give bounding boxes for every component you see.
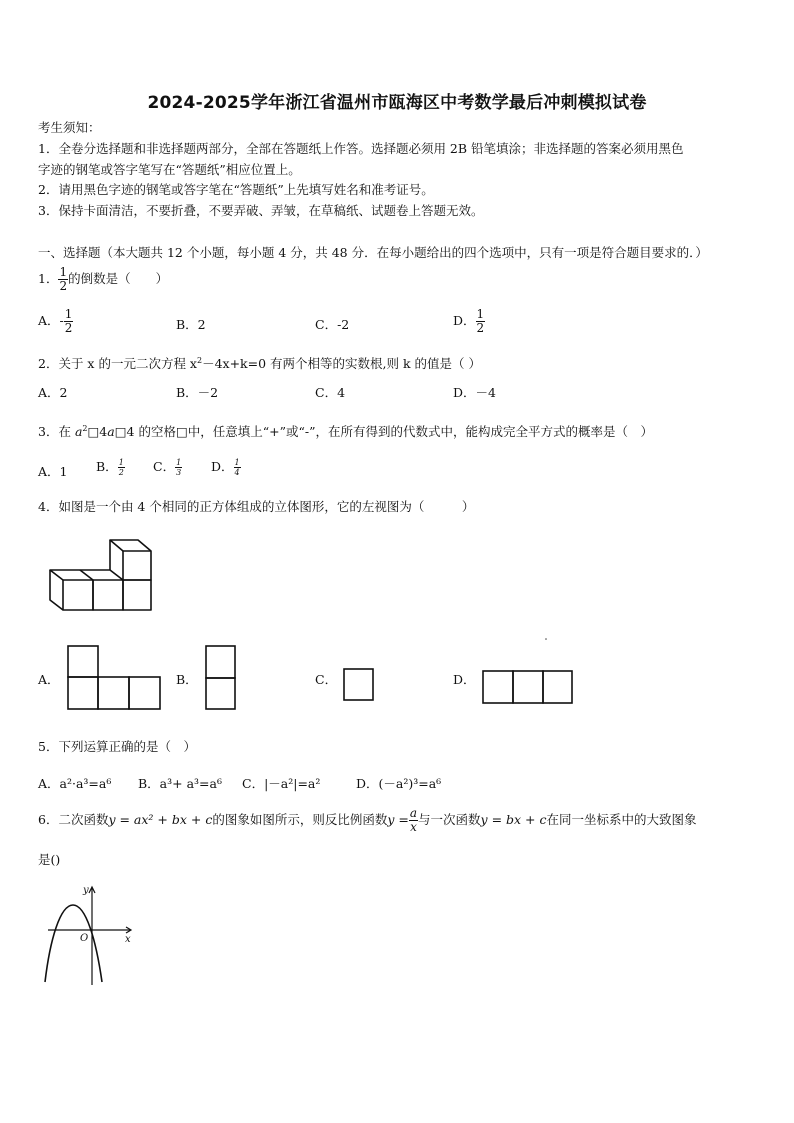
- q6-formula-quadratic: y = ax² + bx + c: [108, 812, 213, 827]
- q2-option-c: C．4: [315, 385, 346, 400]
- q4-option-a: A．: [38, 672, 60, 687]
- q6-pre: 6．二次函数: [38, 812, 109, 827]
- q4-option-b: B．: [176, 672, 198, 687]
- q2-text-pre: 2．关于 x 的一元二次方程 x: [38, 356, 197, 372]
- q3-option-c-label: C．: [153, 459, 176, 474]
- graph-x-label: x: [125, 934, 131, 945]
- q3-expr-sup: 2: [82, 424, 88, 433]
- question-5: 5．下列运算正确的是（ ）: [38, 739, 196, 754]
- q2-option-d: D．－4: [453, 385, 496, 400]
- q3-expr-a: a: [74, 424, 83, 440]
- q1-frac-den: 2: [59, 279, 68, 293]
- q3-option-b-label: B．: [96, 459, 118, 474]
- q3-expr-a2: a: [107, 424, 115, 440]
- q6-mid1: 的图象如图所示，则反比例函数: [212, 812, 388, 827]
- q6-frac-num: a: [409, 806, 418, 820]
- q1-suffix: 的倒数是（ ）: [68, 271, 169, 286]
- q2-text-sup: 2: [196, 356, 203, 365]
- q4-option-d: D．: [453, 672, 476, 687]
- q3-option-c-num: 1: [176, 458, 182, 467]
- q3-option-b-num: 1: [118, 458, 124, 467]
- page-title: 2024-2025学年浙江省温州市瓯海区中考数学最后冲刺模拟试卷: [147, 93, 647, 113]
- q5-option-d: D．(－a²)³=a⁶: [356, 776, 442, 791]
- q3-expr-end: □4 的空格□中，任意填上“+”或“-”，在所有得到的代数式中，能构成完全平方式的概率是（ ）: [114, 424, 654, 440]
- q1-prefix: 1．: [38, 271, 59, 286]
- q6-formula-y: y =: [387, 812, 409, 827]
- q1-option-a-num: 1: [64, 307, 73, 321]
- q4-option-c: C．: [315, 672, 338, 687]
- q1-option-b: B．2: [176, 317, 206, 332]
- q5-option-b: B．a³+ a³=a⁶: [138, 776, 222, 791]
- graph-parabola: [45, 905, 102, 982]
- q6-mid2: 与一次函数: [418, 812, 481, 827]
- q1-option-d-label: D．: [453, 313, 476, 328]
- q3-option-d-num: 1: [234, 458, 240, 467]
- notice-item-3: 3．保持卡面清洁，不要折叠，不要弄破、弄皱，在草稿纸、试题卷上答题无效。: [38, 203, 484, 218]
- q3-option-d-den: 4: [234, 468, 240, 477]
- q2-option-a: A．2: [38, 385, 68, 400]
- q2-option-b: B．－2: [176, 385, 219, 400]
- graph-origin-label: O: [80, 933, 89, 944]
- graph-y-label: y: [83, 885, 89, 896]
- q6-formula-linear: y = bx + c: [480, 812, 547, 827]
- notice-item-1-cont: 字迹的钢笔或答字笔写在“答题纸”相应位置上。: [38, 162, 301, 177]
- question-4: 4．如图是一个由 4 个相同的正方体组成的立体图形，它的左视图为（ ）: [38, 499, 475, 514]
- notice-item-1: 1．全卷分选择题和非选择题两部分，全部在答题纸上作答。选择题必须用 2B 铅笔填涂；非选择题的答案必须用黑色: [38, 141, 684, 156]
- q3-option-b-den: 2: [118, 468, 124, 477]
- q6-end: 在同一坐标系中的大致图象: [546, 812, 697, 827]
- notice-heading: 考生须知：: [38, 120, 101, 135]
- q5-option-a: A．a²·a³=a⁶: [38, 776, 112, 791]
- q6-frac-den: x: [410, 820, 417, 834]
- q1-option-d-num: 1: [476, 307, 485, 321]
- q2-text-post: －4x+k=0 有两个相等的实数根,则 k 的值是（ ）: [202, 356, 481, 372]
- q6-line2: 是(): [38, 852, 61, 867]
- q3-option-c-den: 3: [176, 468, 182, 477]
- notice-item-2: 2．请用黑色字迹的钢笔或答字笔在“答题纸”上先填写姓名和准考证号。: [38, 182, 434, 197]
- q3-option-a: A．1: [38, 464, 68, 479]
- q1-option-d-den: 2: [476, 321, 485, 335]
- q1-option-a-den: 2: [64, 321, 73, 335]
- q1-option-a-label: A．-: [38, 313, 64, 328]
- q5-option-c: C．|－a²|=a²: [242, 776, 321, 791]
- q1-option-c: C．-2: [315, 317, 350, 332]
- section-heading: 一、选择题（本大题共 12 个小题，每小题 4 分，共 48 分．在每小题给出的四个选项中，只有一项是符合题目要求的．）: [38, 245, 708, 260]
- q3-pre: 3．在: [38, 424, 75, 440]
- q1-frac-num: 1: [59, 265, 68, 279]
- q3-option-d-label: D．: [211, 459, 234, 474]
- q3-expr-mid: □4: [87, 424, 108, 440]
